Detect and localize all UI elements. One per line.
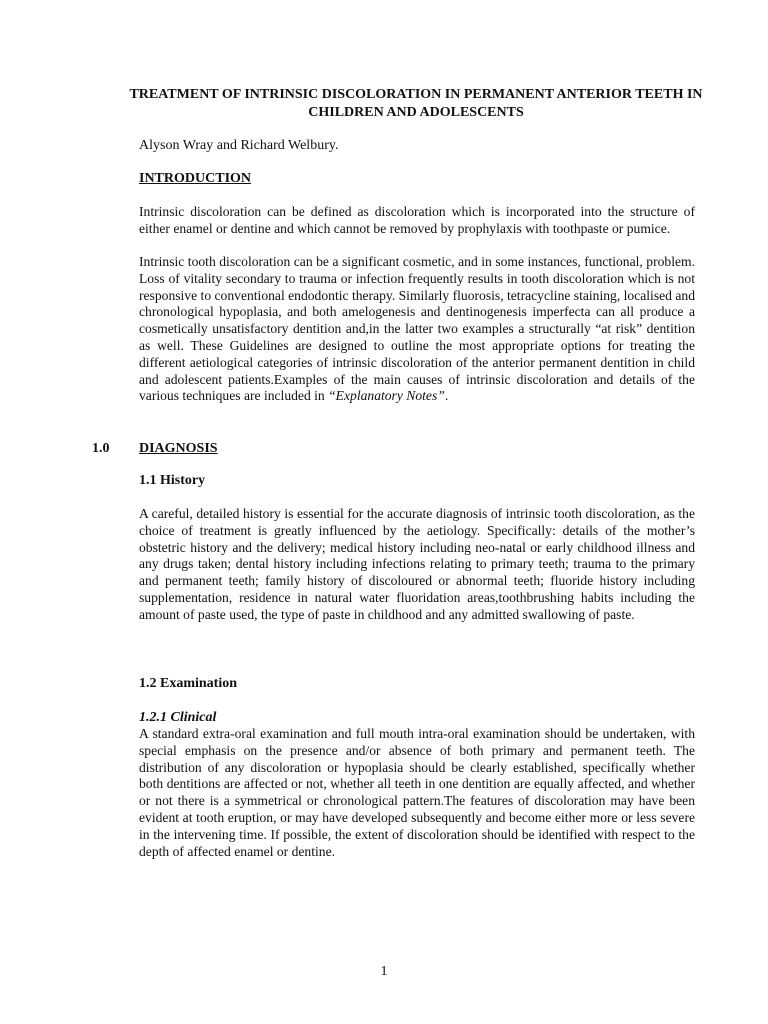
- diagnosis-heading: DIAGNOSIS: [139, 441, 218, 456]
- document-title: TREATMENT OF INTRINSIC DISCOLORATION IN PERMANENT ANTERIOR TEETH IN CHILDREN AND ADOLESCENTS: [129, 87, 703, 120]
- section-number: 1.0: [92, 441, 110, 456]
- examination-heading: 1.2 Examination: [139, 676, 238, 691]
- explanatory-notes-reference: “Explanatory Notes”: [328, 388, 445, 404]
- introduction-paragraph-1: Intrinsic discoloration can be defined as discoloration which is incorporated into the structure of either enamel or dentine and which cannot be removed by prophylaxis with toothpaste or pumice.: [139, 204, 695, 236]
- introduction-paragraph-2: [139, 254, 695, 405]
- history-heading: 1.1 History: [139, 473, 206, 488]
- authors: Alyson Wray and Richard Welbury.: [139, 138, 339, 153]
- clinical-heading: 1.2.1 Clinical: [139, 710, 217, 725]
- history-paragraph: A careful, detailed history is essential for the accurate diagnosis of intrinsic tooth discoloration, as the choice of treatment is greatly influenced by the aetiology. Specifically: details of the mother’s obstetric history and the delivery; medical history including neo-natal or early childhood illness and any drugs taken; dental history including infections relating to primary teeth; trauma to the primary and permanent teeth; family history of discoloured or abnormal teeth; fluoride history including supplementation, residence in natural water fluoridation areas,toothbrushing habits including the amount of paste used, the type of paste in childhood and any admitted swallowing of paste.: [139, 506, 695, 622]
- clinical-paragraph: A standard extra-oral examination and full mouth intra-oral examination should be undertaken, with special emphasis on the presence and/or absence of both primary and permanent teeth. The distribution of any discoloration or hypoplasia should be clearly established, specifically whether both dentitions are affected or not, whether all teeth in one dentition are equally affected, and whether or not there is a symmetrical or chronological pattern.The features of discoloration may have been evident at tooth eruption, or may have developed subsequently and become either more or less severe in the intervening time. If possible, the extent of discoloration should be identified with respect to the depth of affected enamel or dentine.: [139, 726, 695, 859]
- introduction-heading: INTRODUCTION: [139, 171, 252, 186]
- introduction-paragraph-2-end: .: [444, 388, 449, 404]
- page-number: 1: [380, 964, 388, 979]
- introduction-paragraph-2-text: Intrinsic tooth discoloration can be a significant cosmetic, and in some instances, functional, problem. Loss of vitality secondary to trauma or infection frequently results in tooth discoloration which is not responsive to conventional endodontic therapy. Similarly fluorosis, tetracycline staining, localised and chronological hypoplasia, and both amelogenesis and dentinogenesis imperfecta can all produce a cosmetically unsatisfactory dentition and,in the latter two examples a structurally “at risk” dentition as well. These Guidelines are designed to outline the most appropriate options for treating the different aetiological categories of intrinsic discoloration of the anterior permanent dentition in child and adolescent patients.Examples of the main causes of intrinsic discoloration and details of the various techniques are included in: [139, 254, 695, 404]
